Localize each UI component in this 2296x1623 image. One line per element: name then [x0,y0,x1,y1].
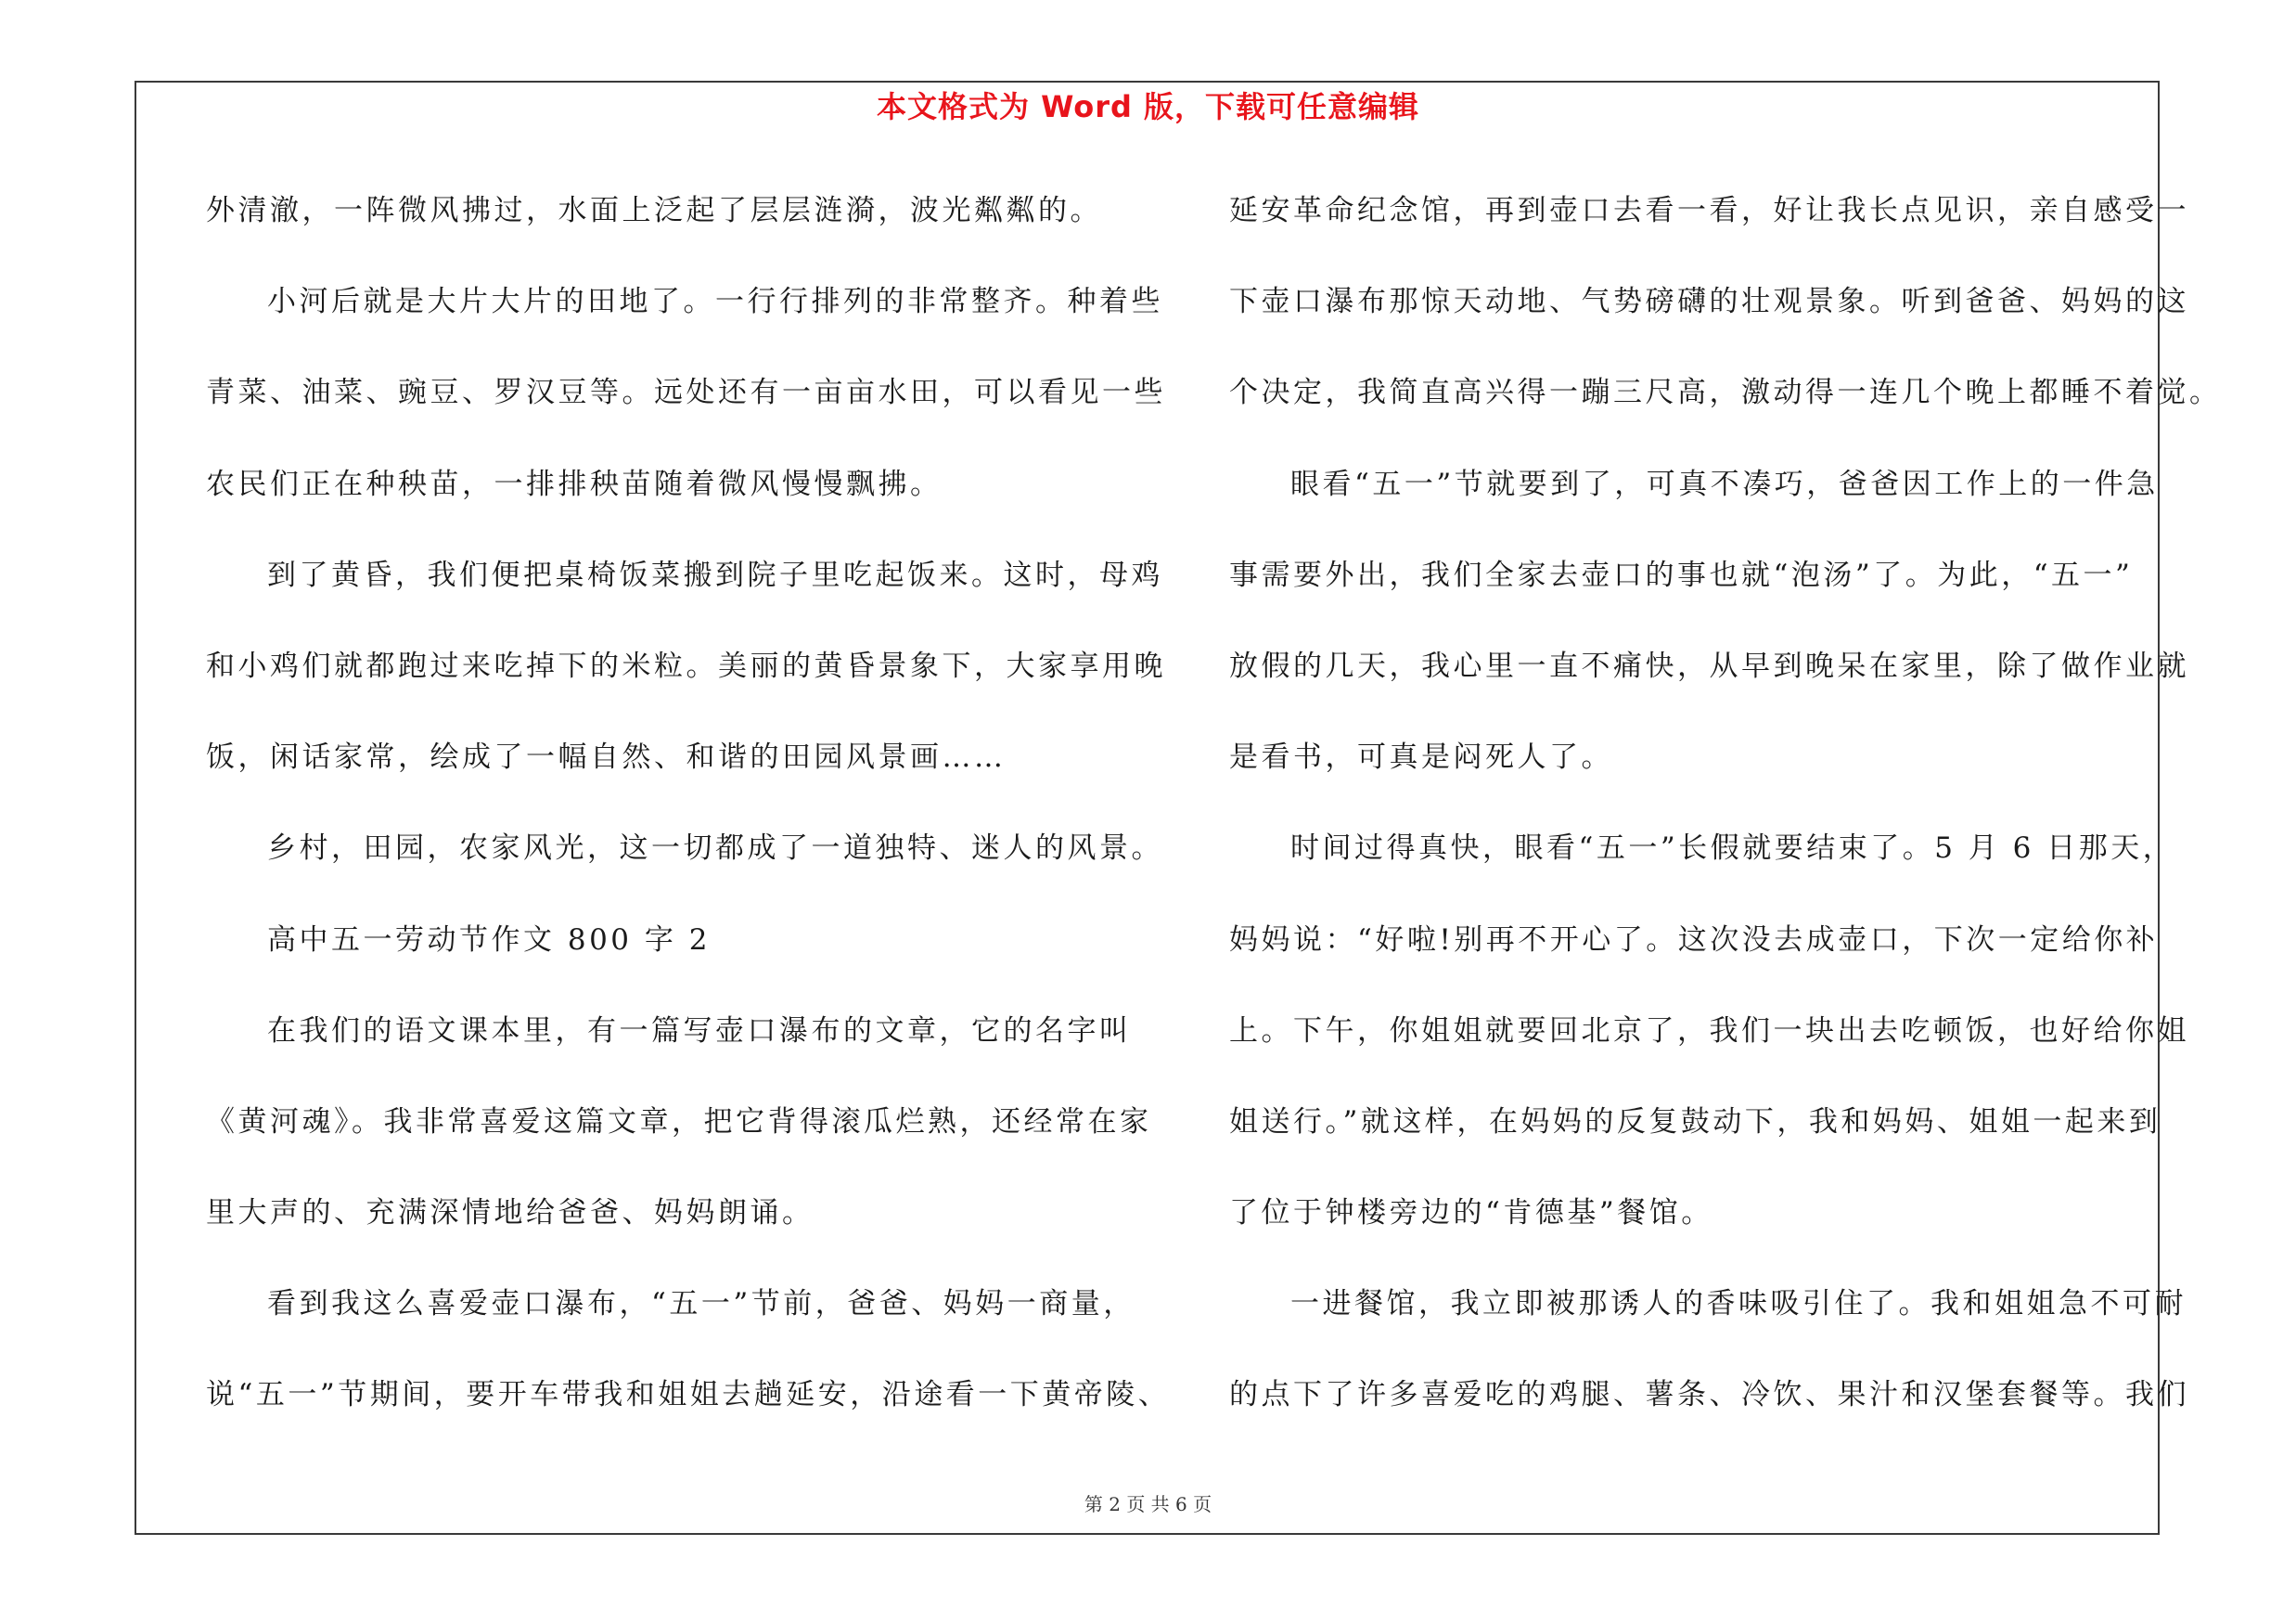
text-line: 延安革命纪念馆，再到壶口去看一看，好让我长点见识，亲自感受一 [1229,194,2189,227]
text-line: 小河后就是大片大片的田地了。一行行排列的非常整齐。种着些 [267,285,1163,319]
text-line: 到了黄昏，我们便把桌椅饭菜搬到院子里吃起饭来。这时，母鸡 [267,558,1163,592]
text-line: 和小鸡们就都跑过来吃掉下的米粒。美丽的黄昏景象下，大家享用晚 [206,649,1166,683]
format-notice-banner: 本文格式为 Word 版，下载可任意编辑 [876,89,1420,124]
text-line: 姐送行。”就这样，在妈妈的反复鼓动下，我和妈妈、姐姐一起来到 [1229,1104,2161,1139]
page-number-footer: 第 2 页 共 6 页 [1084,1493,1212,1515]
text-line: 的点下了许多喜爱吃的鸡腿、薯条、冷饮、果汁和汉堡套餐等。我们 [1229,1378,2189,1412]
text-line: 上。下午，你姐姐就要回北京了，我们一块出去吃顿饭，也好给你姐 [1229,1013,2189,1048]
text-line: 饭，闲话家常，绘成了一幅自然、和谐的田园风景画…… [206,741,1007,775]
text-line: 里大声的、充满深情地给爸爸、妈妈朗诵。 [206,1196,815,1230]
right-text-column [1229,184,2222,1460]
text-line: 说“五一”节期间，要开车带我和姐姐去趟延安，沿途看一下黄帝陵、 [206,1378,1171,1412]
text-line: 外清澈，一阵微风拂过，水面上泛起了层层涟漪，波光粼粼的。 [206,194,1102,227]
text-line: 青菜、油菜、豌豆、罗汉豆等。远处还有一亩亩水田，可以看见一些 [206,376,1166,410]
text-line: 一进餐馆，我立即被那诱人的香味吸引住了。我和姐姐急不可耐 [1290,1287,2187,1321]
text-line: 《黄河魂》。我非常喜爱这篇文章，把它背得滚瓜烂熟，还经常在家 [206,1104,1152,1139]
text-line: 是看书，可真是闷死人了。 [1229,741,1613,775]
text-line: 时间过得真快，眼看“五一”长假就要结束了。5 月 6 日那天， [1290,831,2175,866]
text-line: 农民们正在种秧苗，一排排秧苗随着微风慢慢飘拂。 [206,467,943,501]
section-heading: 高中五一劳动节作文 800 字 2 [267,922,711,957]
text-line: 事需要外出，我们全家去壶口的事也就“泡汤”了。为此，“五一” [1229,558,2134,592]
text-line: 乡村，田园，农家风光，这一切都成了一道独特、迷人的风景。 [267,831,1163,866]
text-line: 妈妈说：“好啦!别再不开心了。这次没去成壶口，下次一定给你补 [1229,922,2159,957]
text-line: 眼看“五一”节就要到了，可真不凑巧，爸爸因工作上的一件急 [1290,467,2159,501]
text-line: 了位于钟楼旁边的“肯德基”餐馆。 [1229,1196,1713,1230]
text-line: 在我们的语文课本里，有一篇写壶口瀑布的文章，它的名字叫 [267,1013,1132,1048]
left-text-column [206,184,1171,1460]
text-line: 放假的几天，我心里一直不痛快，从早到晚呆在家里，除了做作业就 [1229,649,2189,683]
text-line: 个决定，我简直高兴得一蹦三尺高，激动得一连几个晚上都睡不着觉。 [1229,376,2222,410]
text-line: 下壶口瀑布那惊天动地、气势磅礴的壮观景象。听到爸爸、妈妈的这 [1229,285,2189,319]
text-line: 看到我这么喜爱壶口瀑布，“五一”节前，爸爸、妈妈一商量， [267,1287,1135,1321]
